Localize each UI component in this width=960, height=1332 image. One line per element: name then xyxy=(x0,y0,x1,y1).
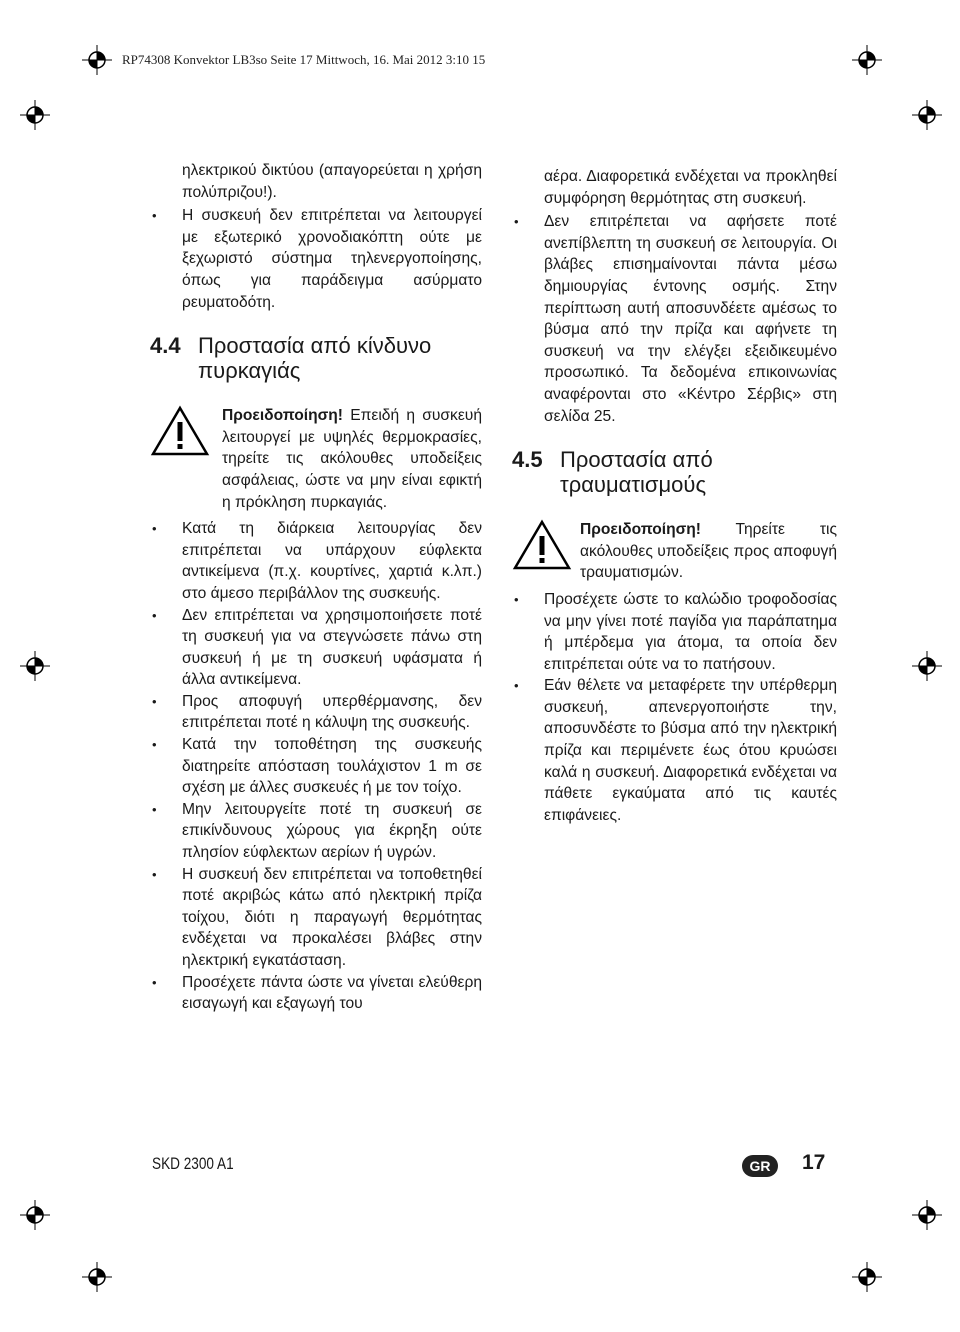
warning-label: Προειδοποίηση! xyxy=(222,407,343,425)
list-item: • Δεν επιτρέπεται να χρησιμοποιήσετε ποτέ τη συσκευή για να στεγνώσετε πάνω στη συσκευή ή με τη συσκευή υφάσματα ή άλλα αντικείμενα. xyxy=(150,605,482,691)
list-item: • Η συσκευή δεν επιτρέπεται να λειτουργεί με εξωτερικό χρονοδιακόπτη ούτε με ξεχωριστό σύστημα τηλενεργοποίησης, όπως για παράδειγμα ασύρματο ρευματοδότη. xyxy=(150,205,482,313)
registration-mark-left-middle-icon xyxy=(20,651,50,681)
list-item: • Δεν επιτρέπεται να αφήσετε ποτέ ανεπίβλεπτη τη συσκευή σε λειτουργία. Οι βλάβες επισημαίνονται πάντα μέσω δημιουργίας έντονης οσμής. Στην περίπτωση αυτή αποσυνδέετε αμέσως το βύσμα από την πρίζα και αφήνετε τη συσκευή να την ελέγξει εξειδικευμένο προσωπικό. Τα δεδομένα επικοινωνίας αναφέρονται στο «Κέντρο Σέρβις» στη σελίδα 25. xyxy=(512,211,837,427)
warning-triangle-icon xyxy=(150,405,222,464)
section-number: 4.4 xyxy=(150,333,181,359)
list-item: • Μην λειτουργείτε ποτέ τη συσκευή σε επικίνδυνους χώρους για έκρηξη ούτε πλησίον εύφλεκτων αερίων ή υγρών. xyxy=(150,799,482,864)
warning-triangle-icon xyxy=(512,519,580,578)
registration-mark-left-upper-icon xyxy=(20,100,50,130)
list-item: • Η συσκευή δεν επιτρέπεται να τοποθετηθεί ποτέ ακριβώς κάτω από ηλεκτρική πρίζα τοίχου, διότι η παραγωγή θερμότητας ενδέχεται να προκαλέσει βλάβες στην ηλεκτρική εγκατάσταση. xyxy=(150,864,482,972)
section-title: Προστασία από τραυματισμούς xyxy=(560,447,713,498)
registration-mark-right-lower-icon xyxy=(912,1200,942,1230)
registration-mark-bottom-left-icon xyxy=(82,1262,112,1292)
list-item: • Κατά την τοποθέτηση της συσκευής διατηρείτε απόσταση τουλάχιστον 1 m σε σχέση με άλλες συσκευές ή με τον τοίχο. xyxy=(150,734,482,799)
warning-body: Επειδή η συσκευή λειτουργεί με υψηλές θερμοκρασίες, τηρείτε τις ακόλουθες υποδείξεις ασφάλειας, ώστε να μην είναι εφικτή η πρόκληση πυρκαγιάς. xyxy=(222,407,482,511)
section-heading-4-5 xyxy=(512,447,837,497)
registration-mark-bottom-right-icon xyxy=(852,1262,882,1292)
registration-mark-top-right-icon xyxy=(852,45,882,75)
page-number: 17 xyxy=(802,1151,826,1174)
bullet-list-top xyxy=(512,211,837,427)
list-item: • Κατά τη διάρκεια λειτουργίας δεν επιτρέπεται να υπάρχουν εύφλεκτα αντικείμενα (π.χ. κουρτίνες, χαρτιά κ.λπ.) στο άμεσο περιβάλλον της συσκευής. xyxy=(150,518,482,604)
list-item: • Εάν θέλετε να μεταφέρετε την υπέρθερμη συσκευή, απενεργοποιήστε την, αποσυνδέστε το βύσμα από την ηλεκτρική πρίζα και περιμένετε έως ότου κρυώσει καλά η συσκευή. Διαφορετικά ενδέχεται να πάθετε εγκαύματα από τις καυτές επιφάνειες. xyxy=(512,675,837,826)
warning-text xyxy=(222,405,482,513)
continued-text: ηλεκτρικού δικτύου (απαγορεύεται η χρήση πολύπριζου!). xyxy=(182,162,482,201)
list-item: • Προσέχετε ώστε το καλώδιο τροφοδοσίας να μην γίνει ποτέ παγίδα για παράπατημα ή μπέρδεμα για άτομα, τα οποία δεν επιτρέπεται ούτε να το πατήσουν. xyxy=(512,589,837,675)
section-title: Προστασία από κίνδυνο πυρκαγιάς xyxy=(198,333,432,384)
bullet-list-fire xyxy=(150,518,482,1015)
print-header: RP74308 Konvektor LB3so Seite 17 Mittwoch, 16. Mai 2012 3:10 15 xyxy=(122,52,486,67)
registration-mark-right-upper-icon xyxy=(912,100,942,130)
warning-text xyxy=(580,519,837,584)
left-column xyxy=(150,160,482,1015)
page-footer xyxy=(150,1152,830,1182)
warning-label: Προειδοποίηση! xyxy=(580,521,701,539)
registration-mark-top-left-icon xyxy=(82,45,112,75)
warning-block xyxy=(512,519,837,584)
section-heading-4-4 xyxy=(150,333,482,383)
registration-mark-right-middle-icon xyxy=(912,651,942,681)
right-column xyxy=(512,166,837,826)
language-badge: GR xyxy=(742,1155,778,1177)
registration-mark-left-lower-icon xyxy=(20,1200,50,1230)
list-item: • Προς αποφυγή υπερθέρμανσης, δεν επιτρέπεται ποτέ η κάλυψη της συσκευής. xyxy=(150,691,482,734)
model-number: SKD 2300 A1 xyxy=(152,1154,234,1173)
list-item: • Προσέχετε πάντα ώστε να γίνεται ελεύθερη εισαγωγή και εξαγωγή του xyxy=(150,972,482,1015)
warning-body: Τηρείτε τις ακόλουθες υποδείξεις προς αποφυγή τραυματισμών. xyxy=(580,521,837,582)
warning-block xyxy=(150,405,482,513)
bullet-list-injury xyxy=(512,589,837,827)
section-number: 4.5 xyxy=(512,447,543,473)
bullet-list-top xyxy=(150,205,482,313)
continued-text: αέρα. Διαφορετικά ενδέχεται να προκληθεί συμφόρηση θερμότητας στη συσκευή. xyxy=(544,168,837,207)
